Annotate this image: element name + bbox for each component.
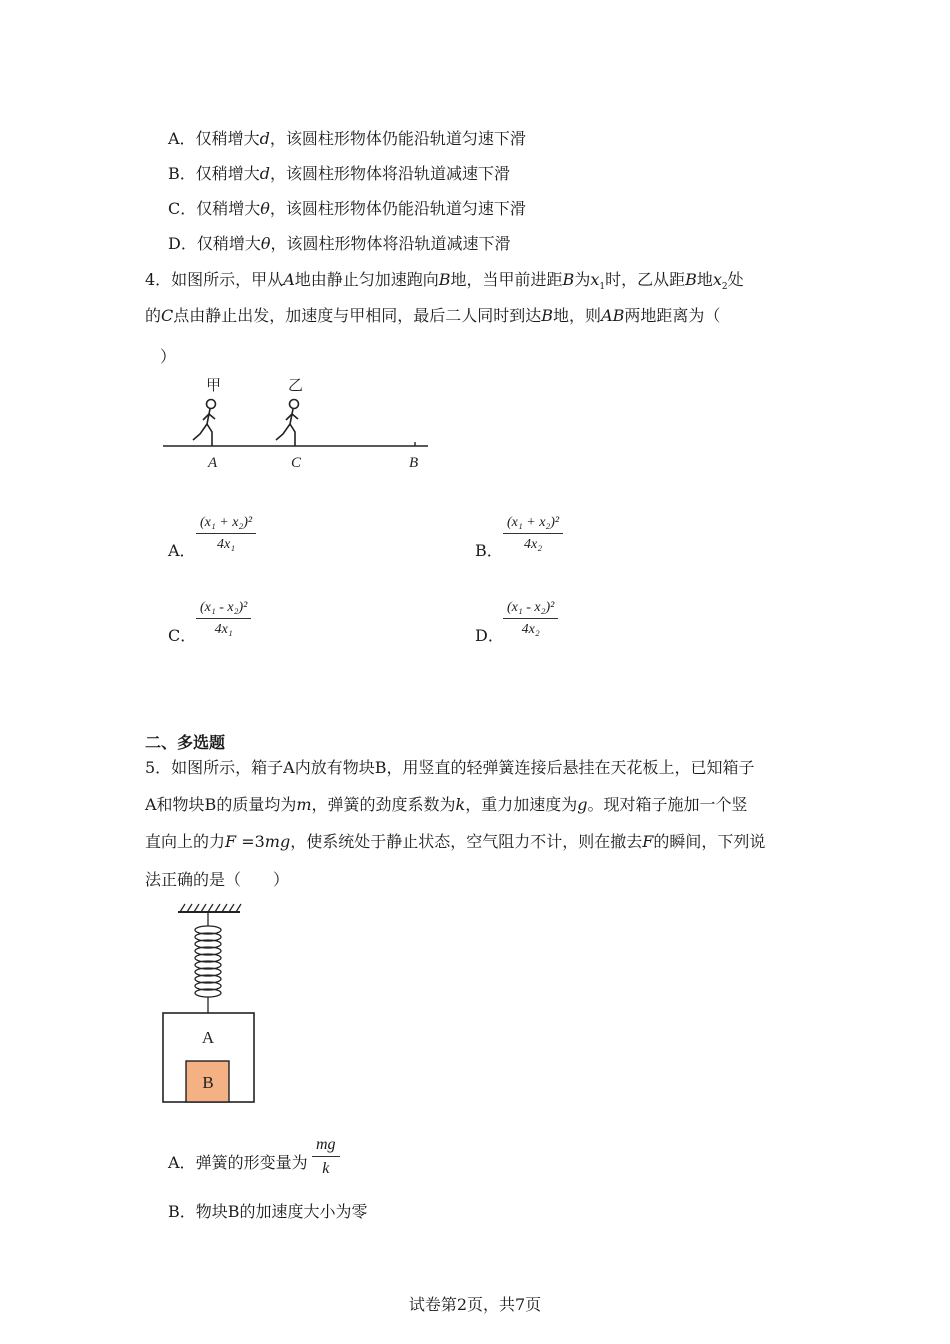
block-b-label: B <box>202 1073 214 1092</box>
q5-option-a: A．弹簧的形变量为 <box>168 1153 308 1172</box>
point-b-label: B <box>409 455 419 471</box>
q4-stem-line3: ） <box>160 347 177 366</box>
q4-option-b-label: B． <box>475 541 503 560</box>
q4-option-c-label: C． <box>168 626 197 645</box>
q5-figure <box>160 900 260 1105</box>
q4-option-a-fraction: $\frac{\text{(x₁ + x₂)²}}{\text{4x₁}}$ <box>196 515 256 553</box>
q5-stem-line3: 直向上的力F =3mg，使系统处于静止状态，空气阻力不计，则在撤去F的瞬间，下列说 <box>145 832 766 851</box>
q5-option-b: B．物块B的加速度大小为零 <box>168 1202 368 1221</box>
spring-icon <box>195 912 221 1013</box>
q3-option-c: C．仅稍增大θ，该圆柱形物体仍能沿轨道匀速下滑 <box>168 199 526 218</box>
q5-stem-line4: 法正确的是（ ） <box>145 870 290 889</box>
q4-option-d-fraction: $\frac{\text{(x₁ - x₂)²}}{\text{4x₂}}$ <box>503 600 558 638</box>
q4-figure <box>160 372 435 472</box>
point-a-label: A <box>208 455 218 471</box>
q3-option-a: A．仅稍增大d，该圆柱形物体仍能沿轨道匀速下滑 <box>168 129 526 148</box>
q3-option-b: B．仅稍增大d，该圆柱形物体将沿轨道减速下滑 <box>168 164 511 183</box>
q4-option-a-label: A． <box>168 541 196 560</box>
q4-option-b-fraction: $\frac{\text{(x₁ + x₂)²}}{\text{4x₂}}$ <box>503 515 563 553</box>
runner-yi-icon <box>276 400 299 447</box>
q4-stem-line2: 的C点由静止出发，加速度与甲相同，最后二人同时到达B地，则AB两地距离为（ <box>145 306 721 325</box>
runner-jia-icon <box>193 400 216 447</box>
q3-option-d: D．仅稍增大θ，该圆柱形物体将沿轨道减速下滑 <box>168 234 511 253</box>
ceiling-hatch <box>180 904 241 912</box>
q5-stem-line1: 5．如图所示，箱子A内放有物块B，用竖直的轻弹簧连接后悬挂在天花板上，已知箱子 <box>145 758 755 777</box>
q5-stem-line2: A和物块B的质量均为m，弹簧的劲度系数为k，重力加速度为g。现对箱子施加一个竖 <box>145 795 748 814</box>
page-footer: 试卷第2页，共7页 <box>408 1295 542 1314</box>
q5-option-a-fraction: $\frac{mg}{k}$ <box>312 1136 340 1178</box>
q4-option-d-label: D． <box>475 626 504 645</box>
q4-option-c-fraction: $\frac{\text{(x₁ - x₂)²}}{\text{4x₁}}$ <box>196 600 251 638</box>
label-yi: 乙 <box>288 376 304 394</box>
box-a-label: A <box>201 1028 215 1047</box>
label-jia: 甲 <box>206 376 222 394</box>
q4-stem-line1: 4．如图所示，甲从A地由静止匀加速跑向B地，当甲前进距B为$x_1$时，乙从距B地$x_2$处 <box>145 270 744 293</box>
point-c-label: C <box>291 455 302 471</box>
section-title: 二、多选题 <box>145 733 226 752</box>
